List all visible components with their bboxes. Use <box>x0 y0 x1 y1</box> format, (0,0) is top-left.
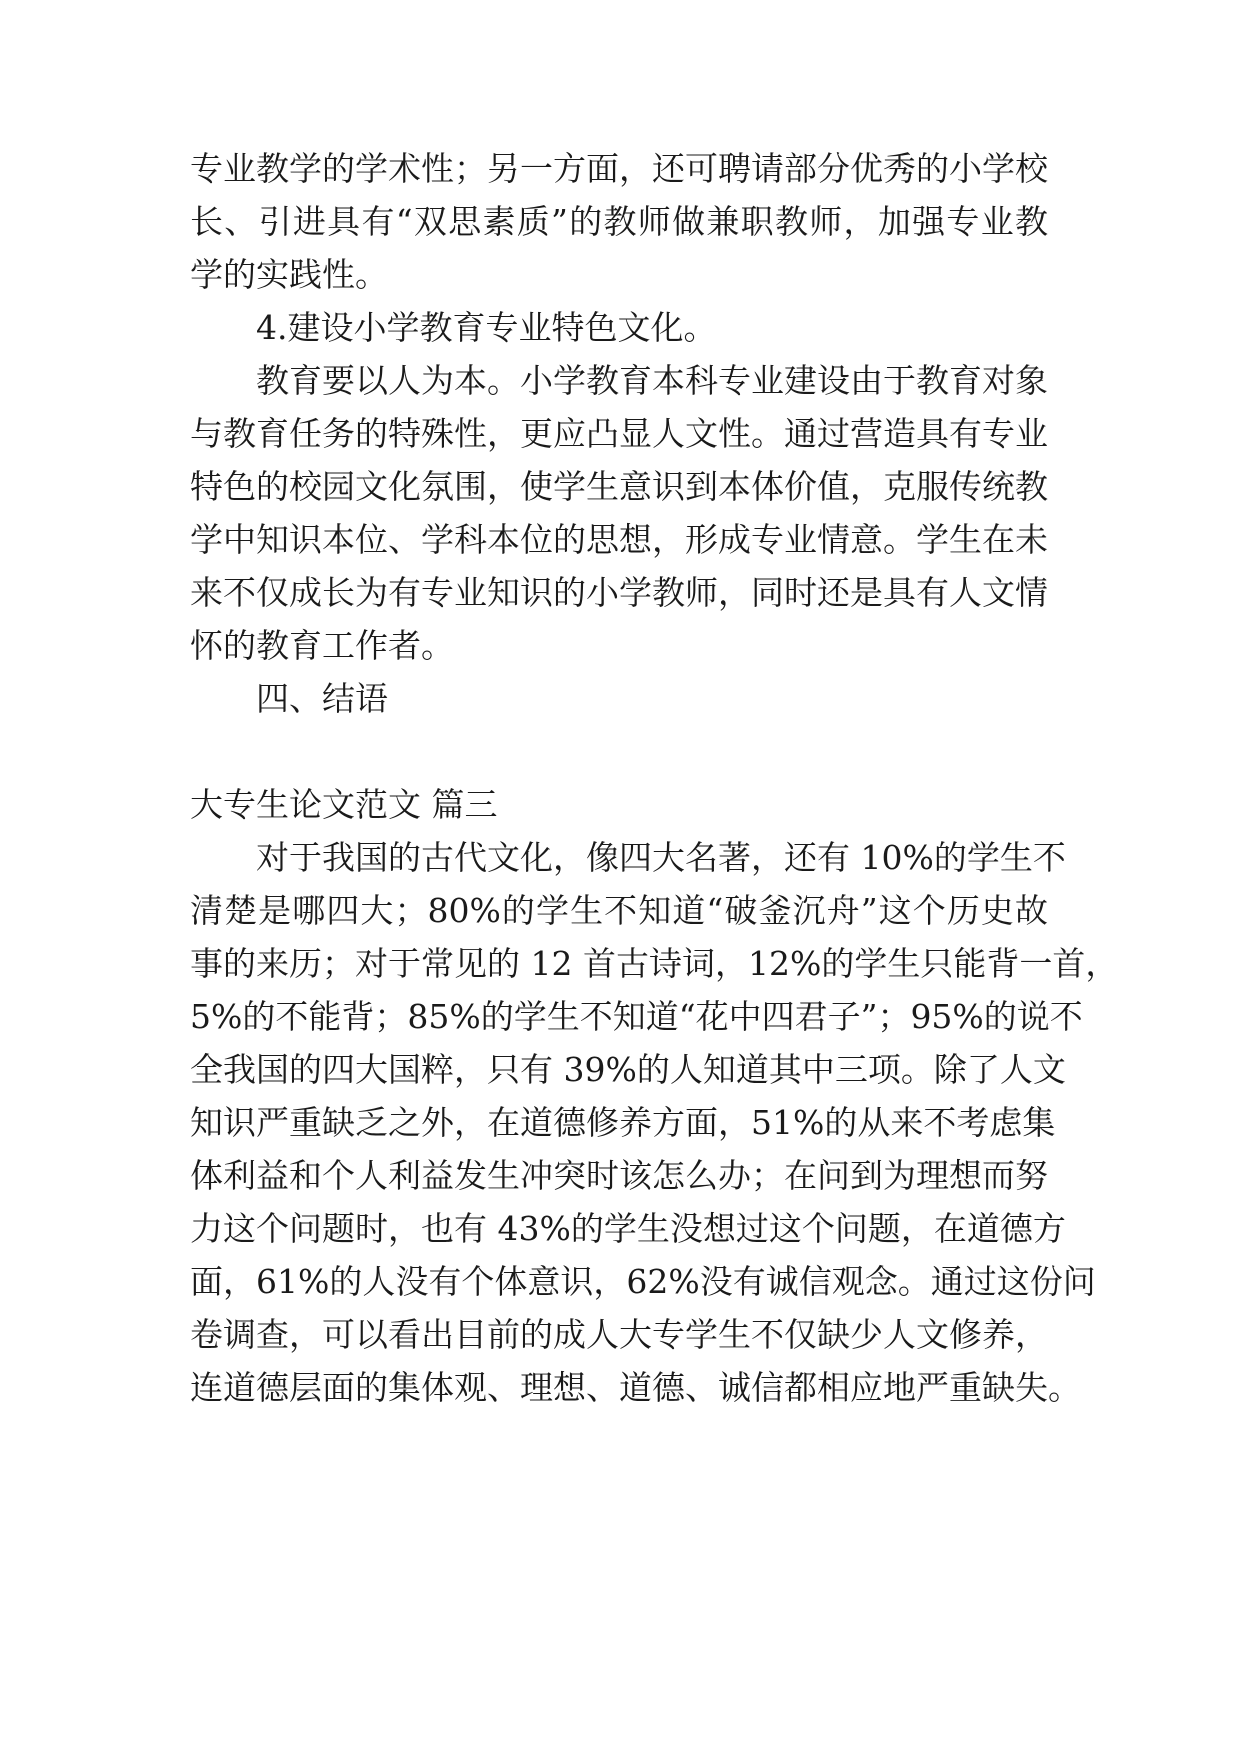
paragraph-line: 全我国的四大国粹，只有 39%的人知道其中三项。除了人文 <box>190 1050 1066 1089</box>
paragraph-line: 清楚是哪四大；80%的学生不知道“破釜沉舟”这个历史故 <box>190 891 1048 930</box>
paragraph-line: 知识严重缺乏之外，在道德修养方面，51%的从来不考虑集 <box>190 1103 1056 1142</box>
paragraph-line: 来不仅成长为有专业知识的小学教师，同时还是具有人文情 <box>190 573 1048 612</box>
paragraph-line: 怀的教育工作者。 <box>190 626 454 665</box>
paragraph-line: 面，61%的人没有个体意识，62%没有诚信观念。通过这份问 <box>190 1262 1096 1301</box>
paragraph-line: 学中知识本位、学科本位的思想，形成专业情意。学生在未 <box>190 520 1048 559</box>
paragraph-line: 体利益和个人利益发生冲突时该怎么办；在问到为理想而努 <box>190 1156 1048 1195</box>
paragraph-line: 5%的不能背；85%的学生不知道“花中四君子”；95%的说不 <box>190 997 1083 1036</box>
paragraph-line: 与教育任务的特殊性，更应凸显人文性。通过营造具有专业 <box>190 414 1048 453</box>
paragraph-line: 对于我国的古代文化，像四大名著，还有 10%的学生不 <box>256 838 1066 877</box>
article-title: 大专生论文范文 篇三 <box>190 785 498 824</box>
paragraph-line: 事的来历；对于常见的 12 首古诗词，12%的学生只能背一首， <box>190 944 1119 983</box>
section-heading: 4.建设小学教育专业特色文化。 <box>256 308 717 347</box>
paragraph-line: 力这个问题时，也有 43%的学生没想过这个问题，在道德方 <box>190 1209 1066 1248</box>
paragraph-line: 专业教学的学术性；另一方面，还可聘请部分优秀的小学校 <box>190 149 1048 188</box>
section-heading: 四、结语 <box>256 679 388 718</box>
paragraph-line: 教育要以人为本。小学教育本科专业建设由于教育对象 <box>256 361 1048 400</box>
paragraph-line: 特色的校园文化氛围，使学生意识到本体价值，克服传统教 <box>190 467 1048 506</box>
paragraph-line: 学的实践性。 <box>190 255 388 294</box>
paragraph-line: 长、引进具有“双思素质”的教师做兼职教师，加强专业教 <box>190 202 1048 241</box>
paragraph-line: 连道德层面的集体观、理想、道德、诚信都相应地严重缺失。 <box>190 1368 1081 1407</box>
paragraph-line: 卷调查，可以看出目前的成人大专学生不仅缺少人文修养， <box>190 1315 1048 1354</box>
